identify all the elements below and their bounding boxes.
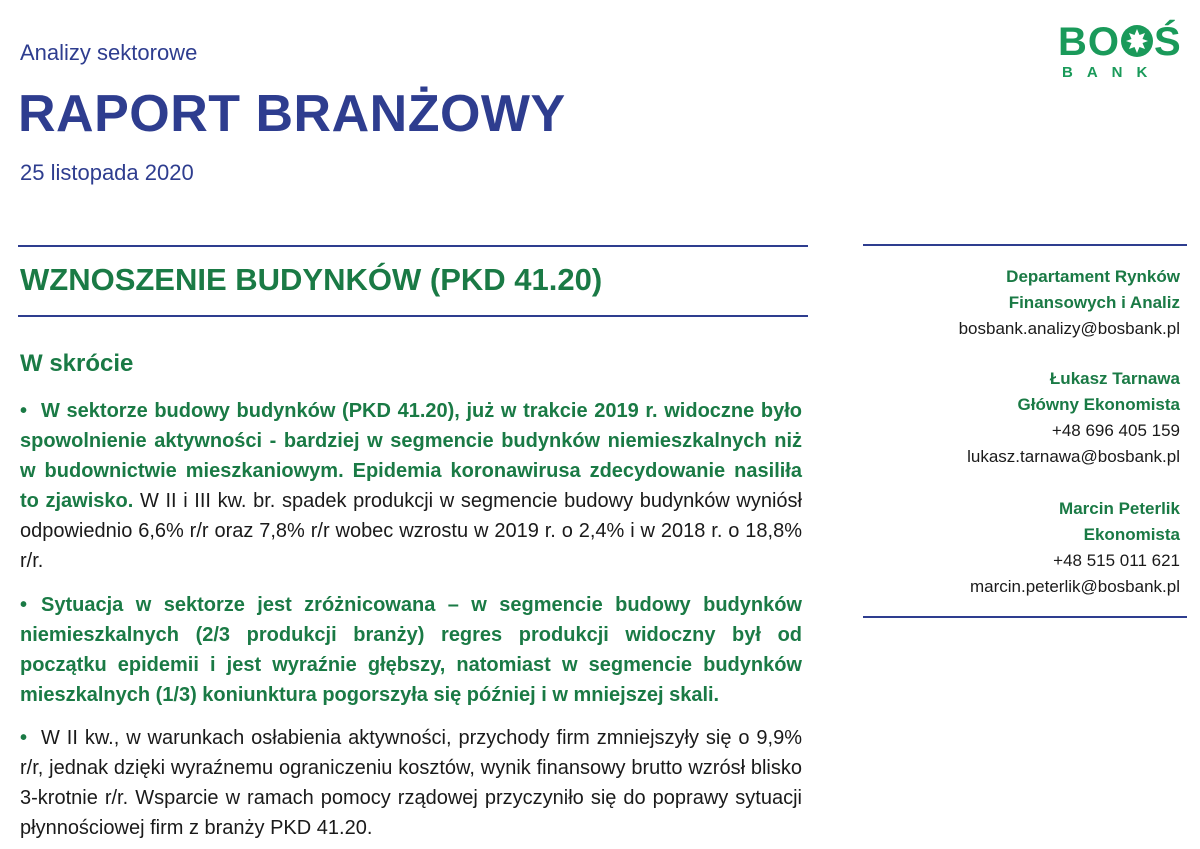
bullet-marker: • bbox=[20, 727, 28, 749]
person-2-email-link[interactable]: marcin.peterlik@bosbank.pl bbox=[969, 577, 1180, 596]
report-title: RAPORT BRANŻOWY bbox=[18, 85, 566, 143]
person-2-name: Marcin Peterlik bbox=[1059, 499, 1180, 518]
divider-top bbox=[18, 245, 808, 247]
section-title: WZNOSZENIE BUDYNKÓW (PKD 41.20) bbox=[20, 262, 603, 297]
person-2-role: Ekonomista bbox=[1083, 525, 1180, 544]
person-1-phone: +48 696 405 159 bbox=[1051, 421, 1180, 440]
bullet-marker: • bbox=[20, 400, 28, 422]
contact-person-2 bbox=[880, 496, 1180, 600]
bullet-1-text: W II i III kw. br. spadek produkcji w segmencie budowy budynków wyniósł odpowiednio 6,6% r/r oraz 7,8% r/r wobec wzrostu w 2019 r. o 2,4% i w 2018 r. o 18,8% r/r. bbox=[20, 490, 802, 572]
person-1-name: Łukasz Tarnawa bbox=[1049, 369, 1180, 388]
report-kicker: Analizy sektorowe bbox=[20, 40, 198, 65]
contact-person-1 bbox=[880, 366, 1180, 470]
department-line-1: Departament Rynków bbox=[1006, 267, 1180, 286]
contact-department bbox=[880, 264, 1180, 342]
person-1-role: Główny Ekonomista bbox=[1017, 395, 1180, 414]
department-email-link[interactable]: bosbank.analizy@bosbank.pl bbox=[958, 319, 1180, 338]
person-2-phone: +48 515 011 621 bbox=[1053, 551, 1180, 570]
bullet-paragraph-1 bbox=[20, 396, 802, 576]
bullet-3-text: W II kw., w warunkach osłabienia aktywności, przychody firm zmniejszyły się o 9,9% r/r, jednak dzięki wyraźnemu ograniczeniu kosztów, wynik finansowy brutto wzrósł blisko 3-krotnie r/r. Wsparcie w ramach pomocy rządowej przyczyniło się do poprawy sytuacji płynnościowej firm z branży PKD 41.20. bbox=[20, 727, 802, 839]
bullet-marker: • bbox=[20, 594, 28, 616]
person-1-email-link[interactable]: lukasz.tarnawa@bosbank.pl bbox=[967, 447, 1180, 466]
divider-under-title bbox=[18, 315, 808, 317]
summary-heading: W skrócie bbox=[20, 350, 134, 377]
sidebar-divider-bottom bbox=[863, 616, 1187, 618]
logo-subtitle: BANK bbox=[1062, 64, 1162, 81]
report-date: 25 listopada 2020 bbox=[20, 160, 194, 185]
bos-bank-logo bbox=[1058, 20, 1182, 84]
bullet-2-bold: Sytuacja w sektorze jest zróżnicowana – w segmencie budowy budynków niemieszkalnych (2/3 produkcji branży) regres produkcji widoczny był od początku epidemii i jest wyraźnie głębszy, natomiast w segmencie budynków mieszkalnych (1/3) koniunktura pogorszyła się później i w mniejszej skali. bbox=[20, 594, 802, 706]
bullet-paragraph-3 bbox=[20, 723, 802, 843]
logo-wordmark bbox=[1058, 20, 1182, 65]
logo-text-left: BO bbox=[1058, 20, 1120, 64]
bullet-1-bold: W sektorze budowy budynków (PKD 41.20), już w trakcie 2019 r. widoczne było spowolnienie aktywności - bardziej w segmencie budynków niemieszkalnych niż w budownictwie mieszkaniowym. Epidemia koronawirusa zdecydowanie nasiliła to zjawisko. bbox=[20, 400, 802, 512]
logo-text-right: Ś bbox=[1154, 20, 1182, 64]
bullet-paragraph-2 bbox=[20, 590, 802, 710]
sidebar-divider-top bbox=[863, 244, 1187, 246]
department-line-2: Finansowych i Analiz bbox=[1008, 293, 1180, 312]
leaf-icon bbox=[1120, 24, 1154, 58]
